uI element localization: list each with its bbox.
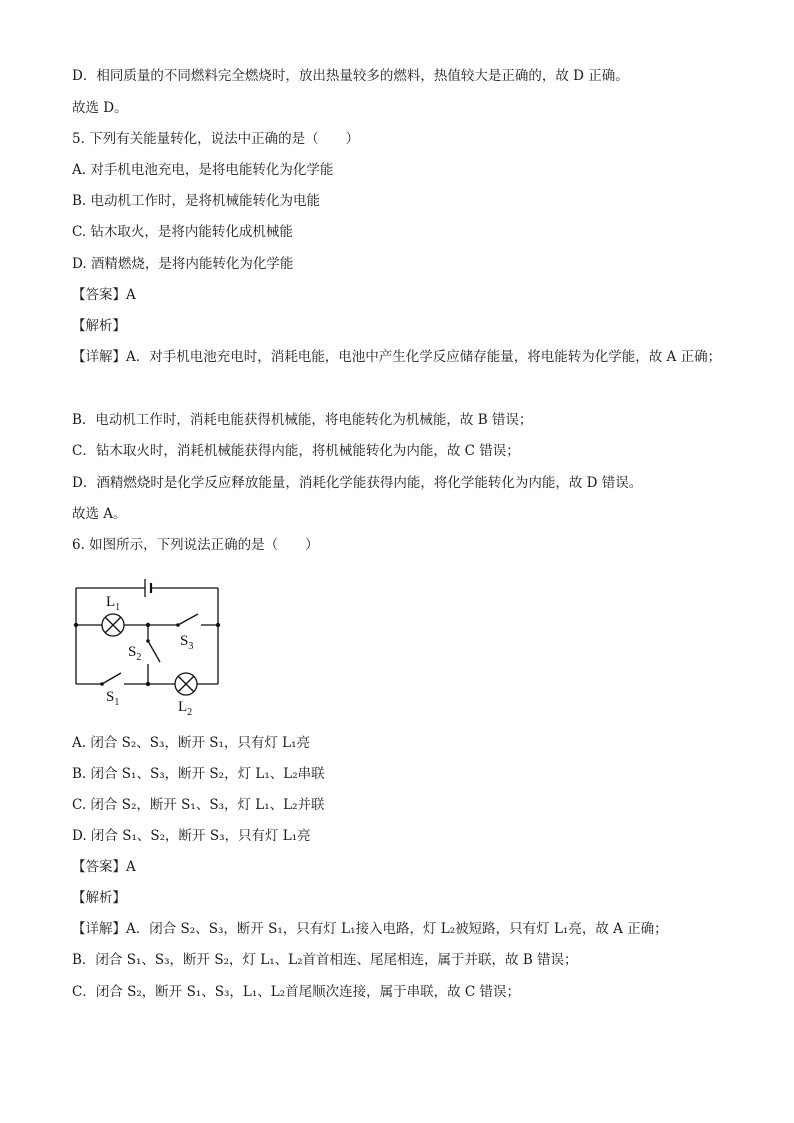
analysis-label: 【解析】: [72, 318, 126, 334]
label-s2: $S_2$: [128, 644, 142, 663]
answer-label: 【答案】A: [72, 859, 136, 875]
option-a: A. 闭合 S₂、S₃，断开 S₁，只有灯 L₁亮: [72, 735, 311, 751]
option-b: B. 电动机工作时，是将机械能转化为电能: [72, 193, 321, 209]
explanation-b: B．闭合 S₁、S₃，断开 S₂，灯 L₁、L₂首首相连、尾尾相连，属于并联，故 B 错误；: [72, 952, 578, 968]
text-line: 故选 A。: [72, 506, 127, 522]
option-b: B. 闭合 S₁、S₃，断开 S₂，灯 L₁、L₂串联: [72, 766, 325, 782]
label-s3: $S_3$: [180, 633, 194, 652]
option-d: D. 闭合 S₁、S₂，断开 S₃，只有灯 L₁亮: [72, 828, 311, 844]
switch-s1-blade: [102, 673, 121, 684]
option-c: C. 钻木取火，是将内能转化成机械能: [72, 224, 293, 240]
option-c: C. 闭合 S₂，断开 S₁、S₃，灯 L₁、L₂并联: [72, 797, 325, 813]
explanation-b: B．电动机工作时，消耗电能获得机械能，将电能转化为机械能，故 B 错误；: [72, 412, 533, 428]
explanation-c: C．闭合 S₂，断开 S₁、S₃，L₁、L₂首尾顺次连接，属于串联，故 C 错误；: [72, 984, 521, 1000]
label-l2: $L_2$: [178, 699, 193, 718]
explanation-a: 【详解】A．闭合 S₂、S₃，断开 S₁，只有灯 L₁接入电路，灯 L₂被短路，只有灯 L₁亮，故 A 正确；: [72, 921, 668, 937]
answer-label: 【答案】A: [72, 287, 136, 303]
option-a: A. 对手机电池充电，是将电能转化为化学能: [72, 162, 334, 178]
switch-s3-blade: [178, 614, 198, 625]
label-s1: $S_1$: [106, 689, 120, 708]
circuit-diagram: [66, 568, 226, 718]
label-l1: $L_1$: [106, 594, 121, 613]
explanation-a: 【详解】A．对手机电池充电时，消耗电能，电池中产生化学反应储存能量，将电能转为化学能，故 A 正确；: [72, 349, 722, 365]
question-5-stem: 5. 下列有关能量转化，说法中正确的是（ ）: [72, 131, 360, 147]
option-d: D. 酒精燃烧，是将内能转化为化学能: [72, 256, 294, 272]
text-line: D．相同质量的不同燃料完全燃烧时，放出热量较多的燃料，热值较大是正确的，故 D 正确。: [72, 68, 629, 84]
explanation-d: D．酒精燃烧时是化学反应释放能量，消耗化学能获得内能，将化学能转化为内能，故 D 错误。: [72, 475, 643, 491]
analysis-label: 【解析】: [72, 890, 126, 906]
text-line: 故选 D。: [72, 100, 128, 116]
switch-s2-blade: [148, 641, 160, 662]
explanation-c: C．钻木取火时，消耗机械能获得内能，将机械能转化为内能，故 C 错误；: [72, 443, 520, 459]
question-6-stem: 6. 如图所示，下列说法正确的是（ ）: [72, 537, 319, 553]
